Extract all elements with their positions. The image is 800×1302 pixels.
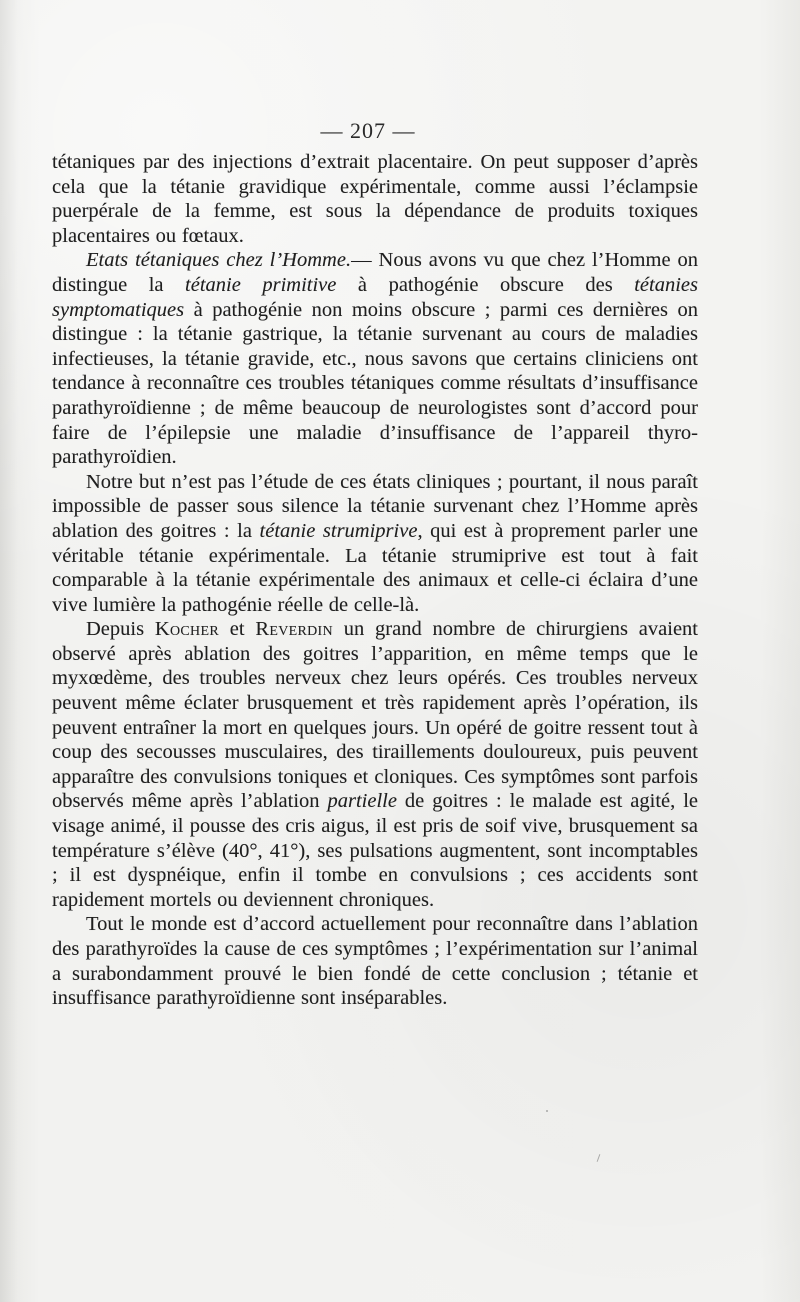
text-segment: Notre but n’est pas l’étude de ces états cliniques ; pourtant, il nous paraît impossible de passer sous silence la tétanie survenant chez l’Homme après ablation des goitres : la — [52, 470, 698, 542]
text-segment: Kocher — [154, 618, 219, 641]
paper-mark — [597, 1154, 601, 1162]
text-segment: tétanie primitive — [185, 273, 337, 296]
paragraph-continuation — [52, 150, 698, 248]
binding-shadow — [0, 0, 18, 1302]
text-segment: et — [218, 618, 256, 641]
text-segment: de goitres : le malade est agité, le visage animé, il pousse des cris aigus, il est pris de soif vive, brusquement sa température s’élève (40°, 41°), ses pulsations augmentent, sont incomptables ; il est dyspnéique, enfin il tombe en convulsions ; ces accidents sont rapidement mortels ou deviennent chroniques. — [52, 790, 699, 911]
text-segment: à pathogénie obscure des — [336, 273, 635, 296]
paragraph-depuis-kocher — [52, 617, 698, 912]
text-segment: tétanies symptomatiques — [52, 273, 698, 321]
paragraph-notre-but — [52, 470, 698, 618]
text-segment: , qui est à proprement parler une véritable tétanie expérimentale. La tétanie strumiprive est tout à fait comparable à la tétanie expérimentale des animaux et celle-ci éclaira d’une vive lumière la pathogénie réelle de celle-là. — [52, 519, 698, 616]
page-number: — 207 — — [320, 118, 416, 143]
paper-speck — [546, 1110, 548, 1112]
paragraph-tout-le-monde — [52, 912, 698, 1010]
text-segment: partielle — [327, 790, 397, 813]
paragraph-etats-tetaniques — [52, 248, 698, 469]
text-segment: Etats tétaniques chez l’Homme. — [86, 249, 352, 272]
text-segment: Depuis — [86, 618, 155, 641]
text-segment: Reverdin — [255, 618, 333, 641]
text-segment: — Nous avons vu que chez l’Homme on distingue la — [52, 249, 698, 296]
text-segment: à pathogénie non moins obscure ; parmi ces dernières on distingue : la tétanie gastrique, la tétanie survenant au cours de maladies infectieuses, la tétanie gravide, etc., nous savons que certains cliniciens ont tendance à reconnaître ces troubles tétaniques comme résultats d’insuffisance parathyroïdienne ; de même beaucoup de neurologistes sont d’accord pour faire de l’épilepsie une maladie d’insuffisance de l’appareil thyro-parathyroïdien. — [52, 298, 698, 469]
text-segment: tétanie strumiprive — [259, 519, 418, 542]
text-segment: tétaniques par des injections d’extrait placentaire. On peut supposer d’après cela que la tétanie gravidique expérimentale, comme aussi l’éclampsie puerpérale de la femme, est sous la dépendance de produits toxiques placentaires ou fœtaux. — [52, 151, 698, 247]
text-segment: Tout le monde est d’accord actuellement pour reconnaître dans l’ablation des parathyroïdes la cause de ces symptômes ; l’expérimentation sur l’animal a surabondamment prouvé le bien fondé de cette conclusion ; tétanie et insuffisance parathyroïdienne sont inséparables. — [52, 913, 698, 1010]
body-text — [52, 150, 698, 1011]
text-segment: un grand nombre de chirurgiens avaient observé après ablation des goitres l’apparition, en même temps que le myxœdème, des troubles nerveux chez leurs opérés. Ces troubles nerveux peuvent même éclater brusquement et très rapidement après l’opération, ils peuvent entraîner la mort en quelques jours. Un opéré de goitre ressent tout à coup des secousses musculaires, des tiraillements douloureux, puis peuvent apparaître des convulsions toniques et cloniques. Ces symptômes sont parfois observés même après l’ablation — [52, 618, 698, 813]
